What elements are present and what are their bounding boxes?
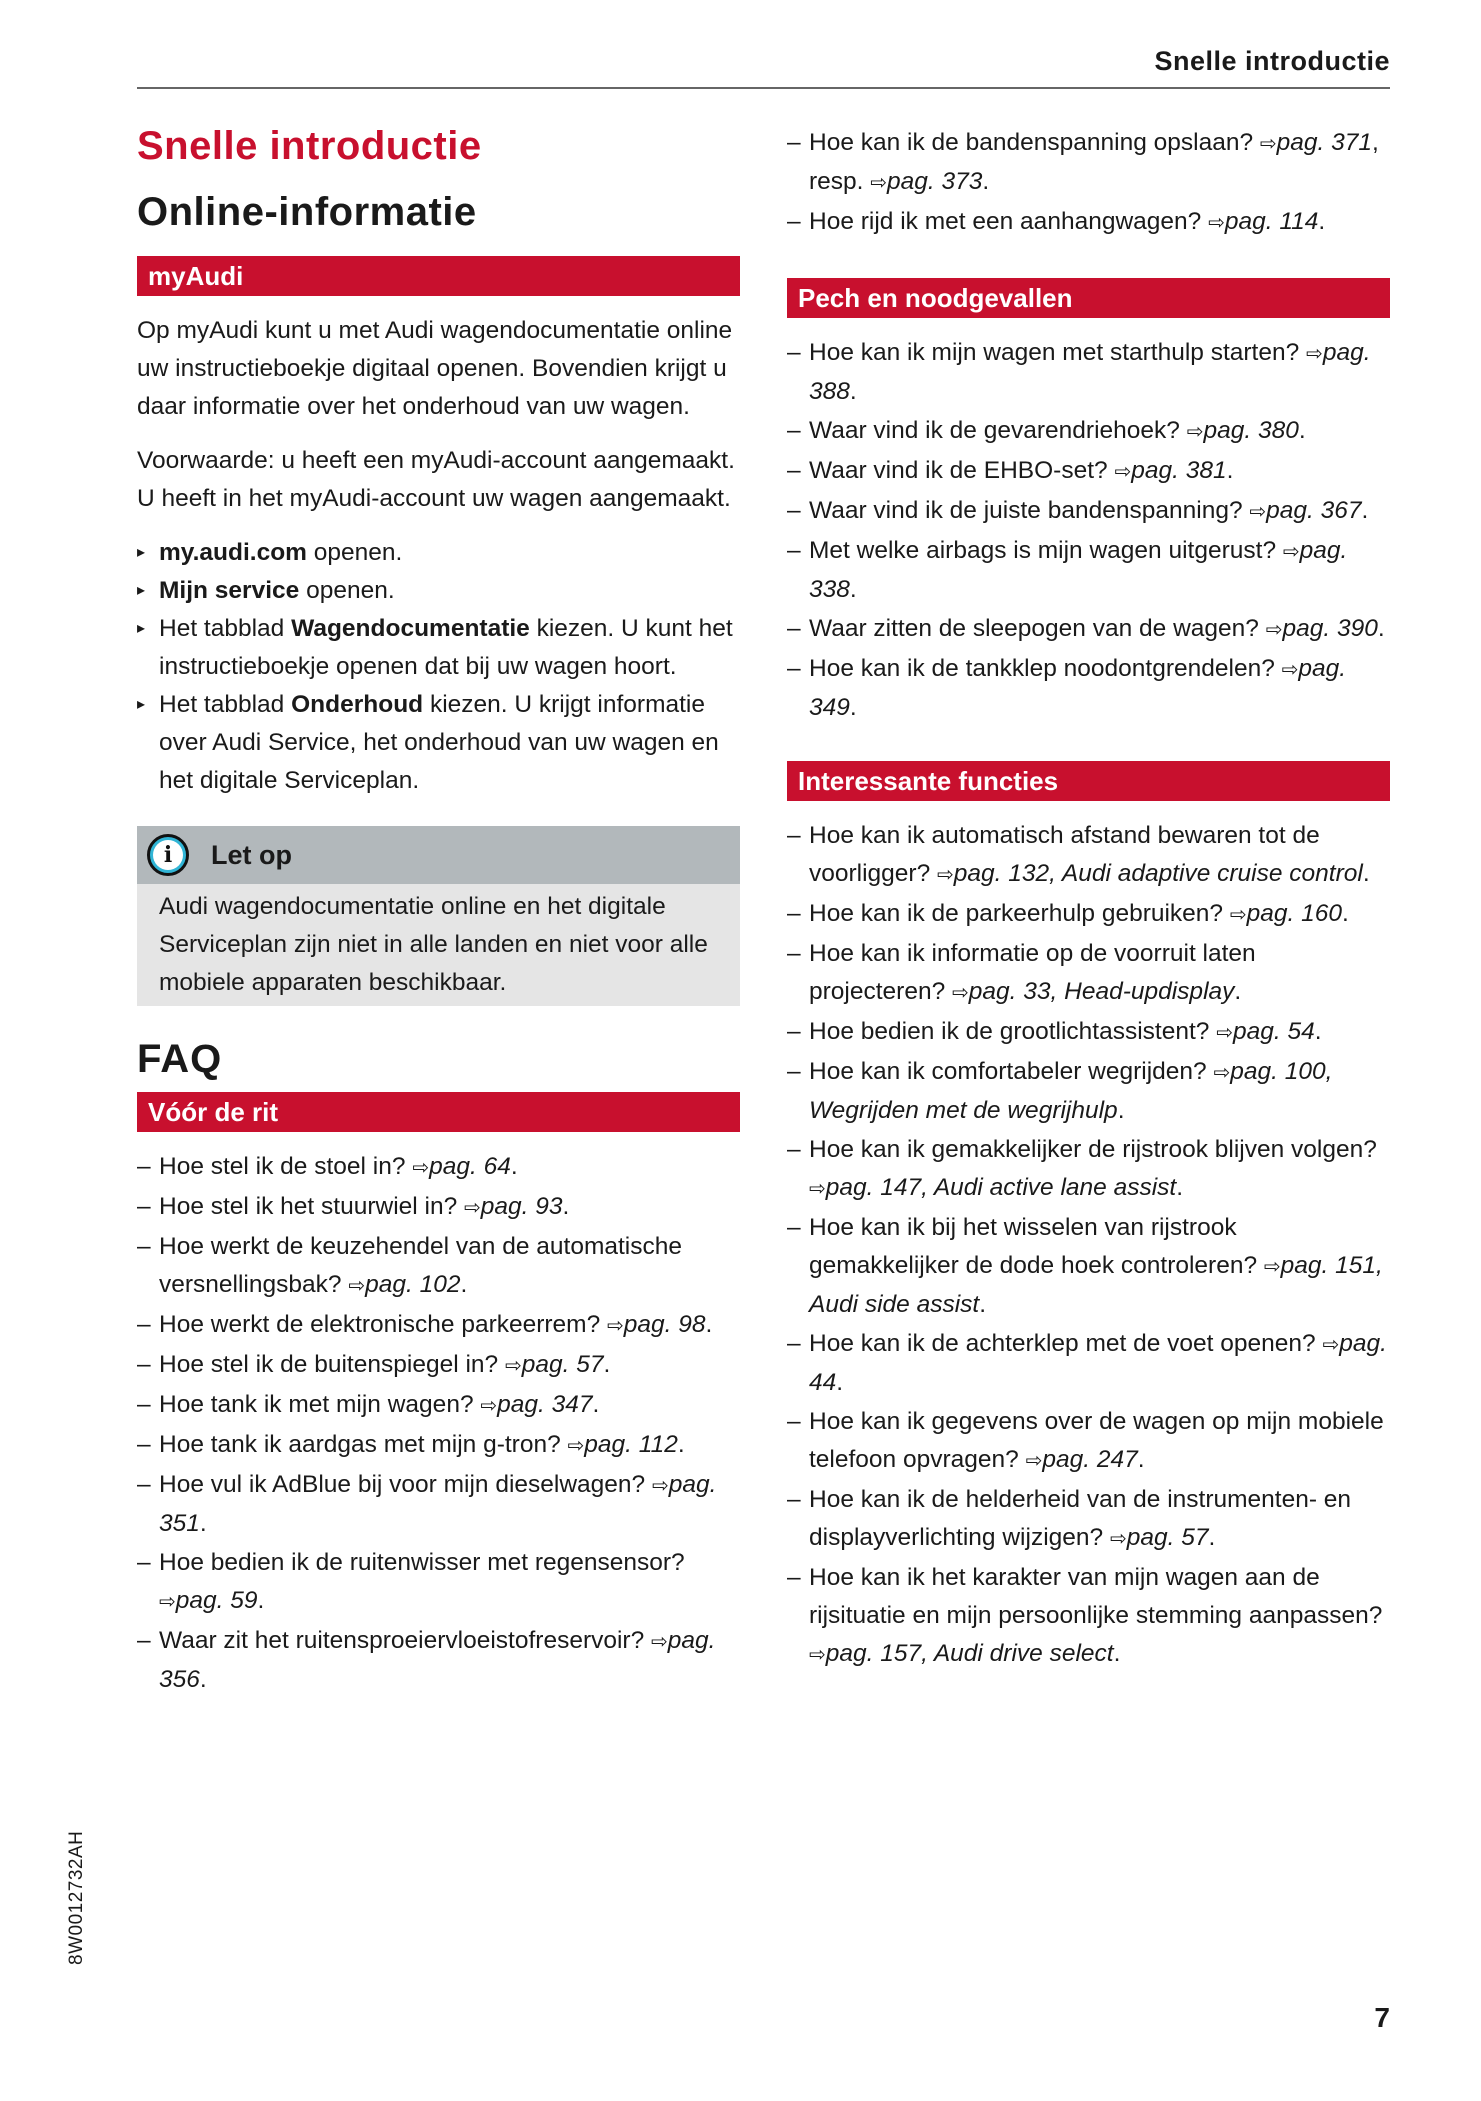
arrow-ref-icon: ⇨ bbox=[809, 1644, 826, 1666]
faq-item bbox=[787, 532, 1390, 609]
arrow-ref-icon: ⇨ bbox=[1306, 343, 1323, 365]
dash-marker: – bbox=[137, 1233, 151, 1260]
faq-item bbox=[787, 1209, 1390, 1324]
question-text: . bbox=[677, 1431, 685, 1458]
arrow-ref-icon: ⇨ bbox=[607, 1315, 624, 1337]
question-text: . bbox=[1208, 1524, 1216, 1551]
arrow-ref-icon: ⇨ bbox=[348, 1275, 366, 1297]
right-column bbox=[787, 124, 1390, 1714]
page-reference: pag. 59 bbox=[175, 1587, 258, 1614]
question-text: . bbox=[1298, 417, 1306, 444]
question-text: Hoe kan ik de tankklep noodontgrendelen? bbox=[809, 655, 1282, 682]
dash-marker: – bbox=[787, 497, 801, 524]
dash-marker: – bbox=[787, 1214, 801, 1241]
question-text: . bbox=[1342, 900, 1349, 927]
dash-marker: – bbox=[137, 1193, 151, 1220]
question-text: . bbox=[1117, 1097, 1125, 1124]
page-reference: pag. 356 bbox=[159, 1627, 716, 1693]
page-reference: pag. 93 bbox=[480, 1193, 563, 1220]
faq-item bbox=[787, 412, 1390, 451]
page-reference: pag. 33, Head-updisplay bbox=[968, 978, 1235, 1005]
question-text: Hoe stel ik de stoel in? bbox=[159, 1153, 413, 1180]
arrow-ref-icon: ⇨ bbox=[870, 172, 888, 194]
faq-item bbox=[787, 124, 1390, 202]
arrow-ref-icon: ⇨ bbox=[504, 1355, 522, 1377]
faq-item bbox=[137, 1306, 740, 1345]
question-text: Waar vind ik de gevarendriehoek? bbox=[809, 417, 1187, 444]
step-text: Het tabblad bbox=[159, 691, 292, 718]
faq-item bbox=[787, 452, 1390, 491]
question-text: . bbox=[1377, 615, 1385, 642]
question-text: Waar zit het ruitensproeiervloeistofreservoir? bbox=[159, 1627, 652, 1654]
question-text: . bbox=[510, 1153, 518, 1180]
question-text: Hoe kan ik informatie op de voorruit laten projecteren? bbox=[809, 940, 1256, 1005]
faq-item bbox=[787, 1013, 1390, 1052]
pech-heading: Pech en noodgevallen bbox=[787, 278, 1390, 318]
page-reference: pag. 390 bbox=[1282, 615, 1378, 642]
arrow-ref-icon: ⇨ bbox=[1186, 421, 1204, 443]
faq-item bbox=[787, 334, 1390, 411]
question-text: Hoe vul ik AdBlue bij voor mijn dieselwagen? bbox=[159, 1471, 652, 1498]
question-text: Hoe kan ik automatisch afstand bewaren tot de voorligger? bbox=[809, 822, 1320, 887]
arrow-ref-icon: ⇨ bbox=[1025, 1450, 1043, 1472]
dash-marker: – bbox=[787, 940, 801, 967]
step-item bbox=[137, 534, 740, 572]
arrow-ref-icon: ⇨ bbox=[809, 1178, 826, 1200]
page-reference: pag. 114 bbox=[1224, 208, 1319, 235]
arrow-ref-icon: ⇨ bbox=[1109, 1528, 1127, 1550]
info-icon bbox=[147, 834, 189, 876]
question-text: Hoe stel ik de buitenspiegel in? bbox=[159, 1351, 505, 1378]
left-column bbox=[137, 120, 740, 1739]
note-box bbox=[137, 826, 740, 1006]
step-bold: Onderhoud bbox=[291, 691, 424, 718]
arrow-ref-icon: ⇨ bbox=[1263, 1256, 1281, 1278]
step-marker-icon: ▸ bbox=[137, 696, 146, 713]
page-reference: pag. 112 bbox=[584, 1431, 678, 1458]
faq-item bbox=[787, 935, 1390, 1012]
arrow-ref-icon: ⇨ bbox=[1114, 461, 1132, 483]
step-marker-icon: ▸ bbox=[137, 544, 146, 561]
dash-marker: – bbox=[787, 208, 801, 235]
page-reference: pag. 349 bbox=[809, 655, 1347, 721]
question-text: Hoe kan ik de achterklep met de voet openen? bbox=[809, 1330, 1323, 1357]
dash-marker: – bbox=[787, 1018, 801, 1045]
running-header: Snelle introductie bbox=[1154, 46, 1390, 76]
faq-item bbox=[137, 1346, 740, 1385]
question-text: . bbox=[1234, 978, 1242, 1005]
dash-marker: – bbox=[137, 1311, 151, 1338]
question-text: . bbox=[199, 1510, 207, 1537]
question-text: Hoe kan ik het karakter van mijn wagen aan de rijsituatie en mijn persoonlijke stemming aanpassen? bbox=[809, 1564, 1383, 1629]
page-reference: pag. 151, Audi side assist bbox=[809, 1252, 1383, 1318]
faq-list-voor-de-rit bbox=[137, 1148, 740, 1699]
page-reference: pag. 371 bbox=[1276, 129, 1373, 156]
step-marker-icon: ▸ bbox=[137, 582, 146, 599]
question-text: . bbox=[1362, 860, 1370, 887]
question-text: . bbox=[1137, 1446, 1145, 1473]
step-text: kiezen. U krijgt informatie over Audi Service, het onderhoud van uw wagen en het digitale Serviceplan. bbox=[159, 691, 719, 794]
page-reference: pag. 100, Wegrijden met de wegrijhulp bbox=[809, 1058, 1333, 1124]
question-text: Hoe rijd ik met een aanhangwagen? bbox=[809, 208, 1209, 235]
arrow-ref-icon: ⇨ bbox=[464, 1197, 481, 1219]
paragraph: Voorwaarde: u heeft een myAudi-account aangemaakt. U heeft in het myAudi-account uw wagen aangemaakt. bbox=[137, 447, 735, 512]
page-reference: pag. 381 bbox=[1131, 457, 1227, 484]
question-text: . bbox=[705, 1311, 713, 1338]
question-text: . bbox=[257, 1587, 265, 1614]
page-reference: pag. 57 bbox=[1126, 1524, 1209, 1551]
faq-item bbox=[787, 1325, 1390, 1402]
question-text: Hoe kan ik gemakkelijker de rijstrook blijven volgen? bbox=[809, 1136, 1377, 1163]
paragraph: Op myAudi kunt u met Audi wagendocumentatie online uw instructieboekje digitaal openen. Bovendien krijgt u daar informatie over het onderhoud van uw wagen. bbox=[137, 317, 733, 420]
arrow-ref-icon: ⇨ bbox=[1213, 1062, 1231, 1084]
page-reference: pag. 132, Audi adaptive cruise control bbox=[953, 860, 1363, 887]
dash-marker: – bbox=[137, 1431, 151, 1458]
page-reference: pag. 102 bbox=[365, 1271, 461, 1298]
dash-marker: – bbox=[787, 1136, 801, 1163]
page-reference: pag. 351 bbox=[159, 1471, 717, 1537]
faq-item bbox=[137, 1228, 740, 1305]
dash-marker: – bbox=[787, 339, 801, 366]
dash-marker: – bbox=[137, 1549, 151, 1576]
dash-marker: – bbox=[787, 417, 801, 444]
faq-item bbox=[137, 1386, 740, 1425]
question-text: Hoe kan ik gegevens over de wagen op mijn mobiele telefoon opvragen? bbox=[809, 1408, 1384, 1473]
faq-item bbox=[137, 1426, 740, 1465]
page-reference: pag. 373 bbox=[887, 168, 983, 195]
page-number: 7 bbox=[1374, 2002, 1390, 2033]
question-text: Hoe werkt de elektronische parkeerrem? bbox=[159, 1311, 608, 1338]
arrow-ref-icon: ⇨ bbox=[652, 1475, 669, 1497]
page-reference: pag. 247 bbox=[1042, 1446, 1138, 1473]
dash-marker: – bbox=[137, 1153, 151, 1180]
dash-marker: – bbox=[787, 1408, 801, 1435]
dash-marker: – bbox=[787, 537, 801, 564]
question-text: Hoe kan ik mijn wagen met starthulp starten? bbox=[809, 339, 1307, 366]
arrow-ref-icon: ⇨ bbox=[159, 1591, 176, 1613]
question-text: Hoe werkt de keuzehendel van de automatische versnellingsbak? bbox=[159, 1233, 682, 1298]
question-text: Waar vind ik de juiste bandenspanning? bbox=[809, 497, 1250, 524]
arrow-ref-icon: ⇨ bbox=[480, 1395, 498, 1417]
page-reference: pag. 388 bbox=[809, 339, 1371, 405]
step-marker-icon: ▸ bbox=[137, 620, 146, 637]
note-header bbox=[137, 826, 740, 884]
step-bold: my.audi.com bbox=[159, 539, 307, 566]
question-text: . bbox=[1361, 497, 1369, 524]
dash-marker: – bbox=[787, 457, 801, 484]
question-text: . bbox=[836, 1369, 844, 1396]
step-item bbox=[137, 686, 740, 800]
faq-item bbox=[137, 1188, 740, 1227]
myaudi-heading: myAudi bbox=[137, 256, 740, 296]
page-reference: pag. 64 bbox=[429, 1153, 511, 1180]
dash-marker: – bbox=[137, 1627, 151, 1654]
arrow-ref-icon: ⇨ bbox=[1322, 1334, 1340, 1356]
dash-marker: – bbox=[137, 1351, 151, 1378]
question-text: Waar vind ik de EHBO-set? bbox=[809, 457, 1115, 484]
note-title: Let op bbox=[211, 840, 292, 870]
question-text: Hoe kan ik bij het wisselen van rijstrook gemakkelijker de dode hoek controleren? bbox=[809, 1214, 1264, 1279]
step-bold: Mijn service bbox=[159, 577, 300, 604]
page-reference: pag. 338 bbox=[809, 537, 1348, 603]
question-text: Waar zitten de sleepogen van de wagen? bbox=[809, 615, 1266, 642]
question-text: Hoe bedien ik de grootlichtassistent? bbox=[809, 1018, 1217, 1045]
question-text: Hoe stel ik het stuurwiel in? bbox=[159, 1193, 465, 1220]
header-divider bbox=[137, 87, 1390, 89]
question-text: . bbox=[982, 168, 990, 195]
question-text: . bbox=[603, 1351, 611, 1378]
dash-marker: – bbox=[787, 1058, 801, 1085]
faq-item bbox=[787, 895, 1390, 934]
faq-item bbox=[787, 1481, 1390, 1558]
arrow-ref-icon: ⇨ bbox=[412, 1157, 430, 1179]
functies-heading: Interessante functies bbox=[787, 761, 1390, 801]
question-text: Hoe kan ik de bandenspanning opslaan? bbox=[809, 129, 1260, 156]
faq-item bbox=[787, 650, 1390, 727]
page-reference: pag. 160 bbox=[1246, 900, 1342, 927]
dash-marker: – bbox=[787, 1330, 801, 1357]
question-text: . bbox=[849, 576, 857, 603]
question-text: . bbox=[562, 1193, 570, 1220]
arrow-ref-icon: ⇨ bbox=[1216, 1022, 1233, 1044]
faq-item bbox=[787, 610, 1390, 649]
dash-marker: – bbox=[787, 1486, 801, 1513]
faq-item bbox=[787, 1053, 1390, 1130]
page-reference: pag. 367 bbox=[1266, 497, 1362, 524]
arrow-ref-icon: ⇨ bbox=[1282, 541, 1300, 563]
question-text: . bbox=[1314, 1018, 1322, 1045]
arrow-ref-icon: ⇨ bbox=[952, 982, 969, 1004]
document-code: 8W0012732AH bbox=[66, 1830, 87, 1965]
page-reference: pag. 98 bbox=[623, 1311, 706, 1338]
question-text: . bbox=[849, 694, 857, 721]
step-text: Het tabblad bbox=[159, 615, 292, 642]
step-bold: Wagendocumentatie bbox=[291, 615, 530, 642]
faq-item bbox=[787, 1131, 1390, 1208]
faq-item bbox=[787, 203, 1390, 242]
chapter-title: Snelle introductie bbox=[137, 124, 482, 168]
question-text: . bbox=[592, 1391, 600, 1418]
arrow-ref-icon: ⇨ bbox=[1259, 133, 1277, 155]
question-text: Hoe kan ik comfortabeler wegrijden? bbox=[809, 1058, 1214, 1085]
question-text: Hoe bedien ik de ruitenwisser met regensensor? bbox=[159, 1549, 685, 1576]
arrow-ref-icon: ⇨ bbox=[651, 1631, 668, 1653]
question-text: Hoe kan ik de parkeerhulp gebruiken? bbox=[809, 900, 1230, 927]
dash-marker: – bbox=[787, 900, 801, 927]
arrow-ref-icon: ⇨ bbox=[937, 864, 954, 886]
info-glyph: i bbox=[153, 840, 183, 870]
step-text: openen. bbox=[299, 577, 395, 604]
page-reference: pag. 380 bbox=[1203, 417, 1299, 444]
faq-item bbox=[787, 492, 1390, 531]
dash-marker: – bbox=[787, 655, 801, 682]
dash-marker: – bbox=[137, 1471, 151, 1498]
faq-item bbox=[137, 1466, 740, 1543]
arrow-ref-icon: ⇨ bbox=[1229, 904, 1247, 926]
step-item bbox=[137, 572, 740, 610]
question-text: Hoe kan ik de helderheid van de instrumenten- en displayverlichting wijzigen? bbox=[809, 1486, 1352, 1551]
step-list bbox=[137, 534, 740, 800]
faq-title: FAQ bbox=[137, 1037, 223, 1081]
faq-list-pech bbox=[787, 334, 1390, 727]
step-text: kiezen. U kunt het instructieboekje openen dat bij uw wagen hoort. bbox=[159, 615, 733, 680]
arrow-ref-icon: ⇨ bbox=[1249, 501, 1267, 523]
step-text: openen. bbox=[306, 539, 403, 566]
arrow-ref-icon: ⇨ bbox=[1281, 659, 1299, 681]
page-reference: pag. 157, Audi drive select bbox=[825, 1640, 1114, 1667]
question-text: Met welke airbags is mijn wagen uitgerust? bbox=[809, 537, 1283, 564]
faq-item bbox=[787, 1559, 1390, 1674]
question-text: Hoe tank ik aardgas met mijn g-tron? bbox=[159, 1431, 568, 1458]
question-text: . bbox=[849, 378, 857, 405]
page-reference: pag. 54 bbox=[1232, 1018, 1315, 1045]
dash-marker: – bbox=[137, 1391, 151, 1418]
question-text: . bbox=[979, 1291, 987, 1318]
question-text: . bbox=[1226, 457, 1234, 484]
question-text: . bbox=[1318, 208, 1326, 235]
arrow-ref-icon: ⇨ bbox=[567, 1435, 585, 1457]
faq-item bbox=[137, 1544, 740, 1621]
dash-marker: – bbox=[787, 615, 801, 642]
dash-marker: – bbox=[787, 129, 801, 156]
question-text: . bbox=[1176, 1174, 1184, 1201]
faq-item bbox=[787, 817, 1390, 894]
note-body: Audi wagendocumentatie online en het digitale Serviceplan zijn niet in alle landen en niet voor alle mobiele apparaten beschikbaar. bbox=[159, 893, 708, 996]
page-reference: pag. 44 bbox=[809, 1330, 1387, 1396]
section-title: Online-informatie bbox=[137, 190, 477, 234]
page-reference: pag. 57 bbox=[521, 1351, 604, 1378]
page-reference: pag. 147, Audi active lane assist bbox=[825, 1174, 1177, 1201]
question-text: Hoe tank ik met mijn wagen? bbox=[159, 1391, 481, 1418]
faq-list-continued bbox=[787, 124, 1390, 242]
question-text: . bbox=[199, 1666, 207, 1693]
page-reference: pag. 347 bbox=[497, 1391, 593, 1418]
faq-item bbox=[787, 1403, 1390, 1480]
dash-marker: – bbox=[787, 1564, 801, 1591]
arrow-ref-icon: ⇨ bbox=[1265, 619, 1283, 641]
arrow-ref-icon: ⇨ bbox=[1208, 212, 1225, 234]
faq-list-functies bbox=[787, 817, 1390, 1674]
question-text: . bbox=[460, 1271, 468, 1298]
faq-item bbox=[137, 1148, 740, 1187]
faq-item bbox=[137, 1622, 740, 1699]
dash-marker: – bbox=[787, 822, 801, 849]
step-item bbox=[137, 610, 740, 686]
voor-de-rit-heading: Vóór de rit bbox=[137, 1092, 740, 1132]
question-text: , resp. bbox=[809, 129, 1379, 195]
question-text: . bbox=[1113, 1640, 1121, 1667]
